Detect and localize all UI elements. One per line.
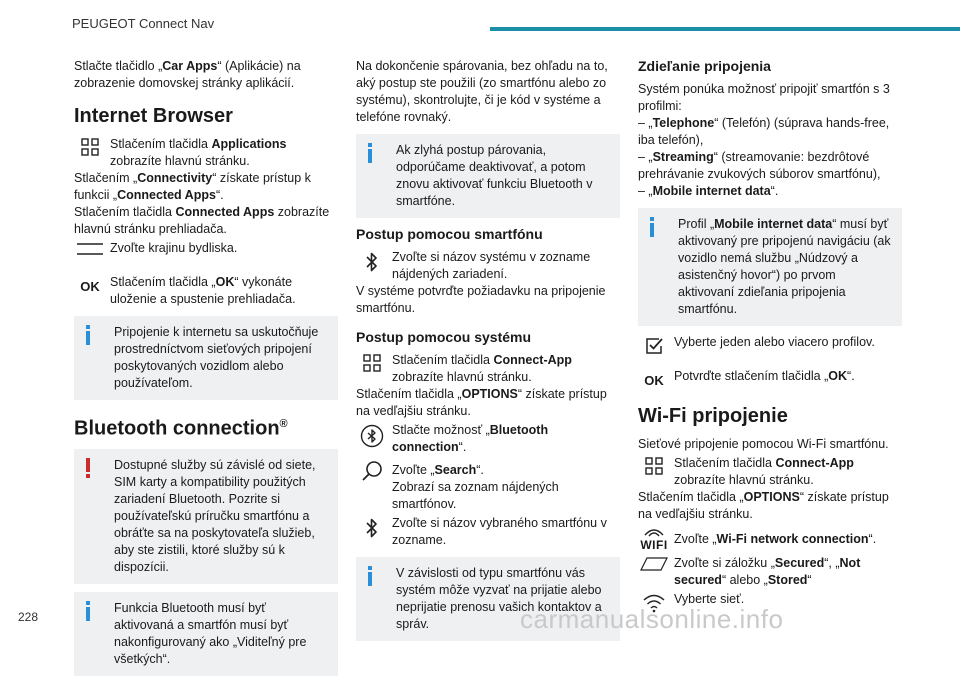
wifi-step-1: Stlačením tlačidla Connect-App zobrazíte hlavnú stránku. — [638, 455, 902, 489]
select-profiles-step: Vyberte jeden alebo viacero profilov. — [638, 334, 902, 362]
system-step-2: Stlačením tlačidla „OPTIONS“ získate prístup na vedľajšiu stránku. — [356, 387, 607, 418]
header-accent-bar — [490, 27, 960, 31]
contacts-transfer-note: V závislosti od typu smartfónu vás systém môže vyzvať na prijatie alebo neprijatie prenosu vašich kontaktov a správ. — [356, 557, 620, 641]
page-number: 228 — [18, 610, 39, 624]
apps-grid-icon — [356, 352, 388, 380]
smartphone-procedure-heading: Postup pomocou smartfónu — [356, 226, 543, 242]
bluetooth-heading: Bluetooth connection® — [74, 417, 288, 440]
sharing-intro: Systém ponúka možnosť pripojiť smartfón s 3 profilmi: — [638, 82, 890, 113]
bluetooth-warning-note: Dostupné služby sú závislé od siete, SIM karty a kompatibility použitých zariadení Bluetooth. Pozrite si používateľskú príručku smartfónu a obráťte sa na poskytovateľa služieb, aby ste zistili, ktoré služby sú k dispozícii. — [74, 449, 338, 584]
profile-mobile-data: – „Mobile internet data“. — [638, 184, 779, 198]
system-step-4: Zvoľte „Search“. Zobrazí sa zoznam nájdených smartfónov. — [356, 458, 620, 513]
column-2 — [356, 58, 620, 649]
connected-apps-step: Stlačením tlačidla Connected Apps zobrazíte hlavnú stránku prehliadača. — [74, 205, 330, 236]
column-3 — [638, 58, 902, 619]
header-title: PEUGEOT Connect Nav — [72, 16, 215, 31]
edit-field-icon — [74, 240, 106, 268]
bluetooth-circle-icon — [356, 422, 388, 450]
internet-info-note: Pripojenie k internetu sa uskutočňuje prostredníctvom sieťových pripojení poskytovaných vozidlom alebo používateľom. — [74, 316, 338, 400]
system-step-3: Stlačte možnosť „Bluetooth connection“. — [356, 422, 620, 456]
system-procedure-heading: Postup pomocou systému — [356, 329, 532, 345]
apps-grid-icon — [638, 455, 670, 483]
internet-browser-heading: Internet Browser — [74, 105, 233, 127]
applications-step: Stlačením tlačidla Applications zobrazíte hlavnú stránku. — [74, 136, 338, 170]
bluetooth-icon — [356, 515, 388, 543]
profile-telephone: – „Telephone“ (Telefón) (súprava hands-free, iba telefón), — [638, 116, 890, 147]
system-step-1: Stlačením tlačidla Connect-App zobrazíte hlavnú stránku. — [356, 352, 620, 386]
apps-grid-icon — [74, 136, 106, 164]
wifi-step-5: Vyberte sieť. — [638, 591, 902, 619]
smartphone-step-2: V systéme potvrďte požiadavku na pripojenie smartfónu. — [356, 284, 606, 315]
profile-streaming: – „Streaming“ (streamovanie: bezdrôtové prehrávanie zvukových súborov smartfónu), — [638, 150, 881, 181]
info-icon — [368, 143, 372, 163]
warning-icon — [86, 458, 90, 480]
confirm-ok-step: OK Potvrďte stlačením tlačidla „OK“. — [638, 364, 902, 392]
search-icon — [356, 458, 388, 486]
connectivity-step: Stlačením „Connectivity“ získate prístup k funkcii „Connected Apps“. — [74, 171, 311, 202]
country-step: Zvoľte krajinu bydliska. — [74, 240, 338, 268]
pairing-fail-note: Ak zlyhá postup párovania, odporúčame deaktivovať, a potom znovu aktivovať funkciu Bluetooth v smartfóne. — [356, 134, 620, 218]
smartphone-step-1: Zvoľte si názov systému v zozname nájdených zariadení. — [356, 249, 620, 283]
info-icon — [86, 601, 90, 621]
mobile-data-note: Profil „Mobile internet data“ musí byť aktivovaný pre pripojenú navigáciu (ak vozidlo nemá službu „Núdzový a asistenčný hovor“) po prvom aktivovaní zdieľania pripojenia smartfónu. — [638, 208, 902, 326]
pairing-check-para: Na dokončenie spárovania, bez ohľadu na to, aký postup ste použili (zo smartfónu alebo zo systému), skontrolujte, či je kód v systéme a telefóne rovnaký. — [356, 59, 608, 124]
info-icon — [368, 566, 372, 586]
wifi-step-3: WIFI Zvoľte „Wi-Fi network connection“. — [638, 525, 902, 553]
wifi-step-2: Stlačením tlačidla „OPTIONS“ získate prístup na vedľajšiu stránku. — [638, 490, 889, 521]
bluetooth-visibility-note: Funkcia Bluetooth musí byť aktivovaná a smartfón musí byť nakonfigurovaný ako „Viditeľný pre všetkých“. — [74, 592, 338, 676]
bluetooth-icon — [356, 249, 388, 277]
wifi-intro: Sieťové pripojenie pomocou Wi-Fi smartfónu. — [638, 437, 889, 451]
ok-icon: OK — [80, 279, 100, 294]
column-1 — [74, 58, 338, 684]
system-step-6: Zvoľte si názov vybraného smartfónu v zozname. — [356, 515, 620, 549]
wifi-label-icon: WIFI — [638, 525, 670, 553]
ok-step: OK Stlačením tlačidla „OK“ vykonáte uloženie a spustenie prehliadača. — [74, 270, 338, 308]
sharing-heading: Zdieľanie pripojenia — [638, 58, 771, 74]
car-apps-intro: Stlačte tlačidlo „Car Apps“ (Aplikácie) na zobrazenie domovskej stránky aplikácií. — [74, 59, 301, 90]
info-icon — [650, 217, 654, 237]
wifi-heading: Wi-Fi pripojenie — [638, 405, 788, 427]
ok-icon: OK — [644, 373, 664, 388]
wifi-step-4: Zvoľte si záložku „Secured“, „Not secured“ alebo „Stored“ — [638, 555, 902, 589]
checkbox-checked-icon — [638, 334, 670, 362]
watermark: carmanualsonline.info — [520, 604, 784, 634]
tab-selector-icon — [638, 555, 670, 583]
info-icon — [86, 325, 90, 345]
